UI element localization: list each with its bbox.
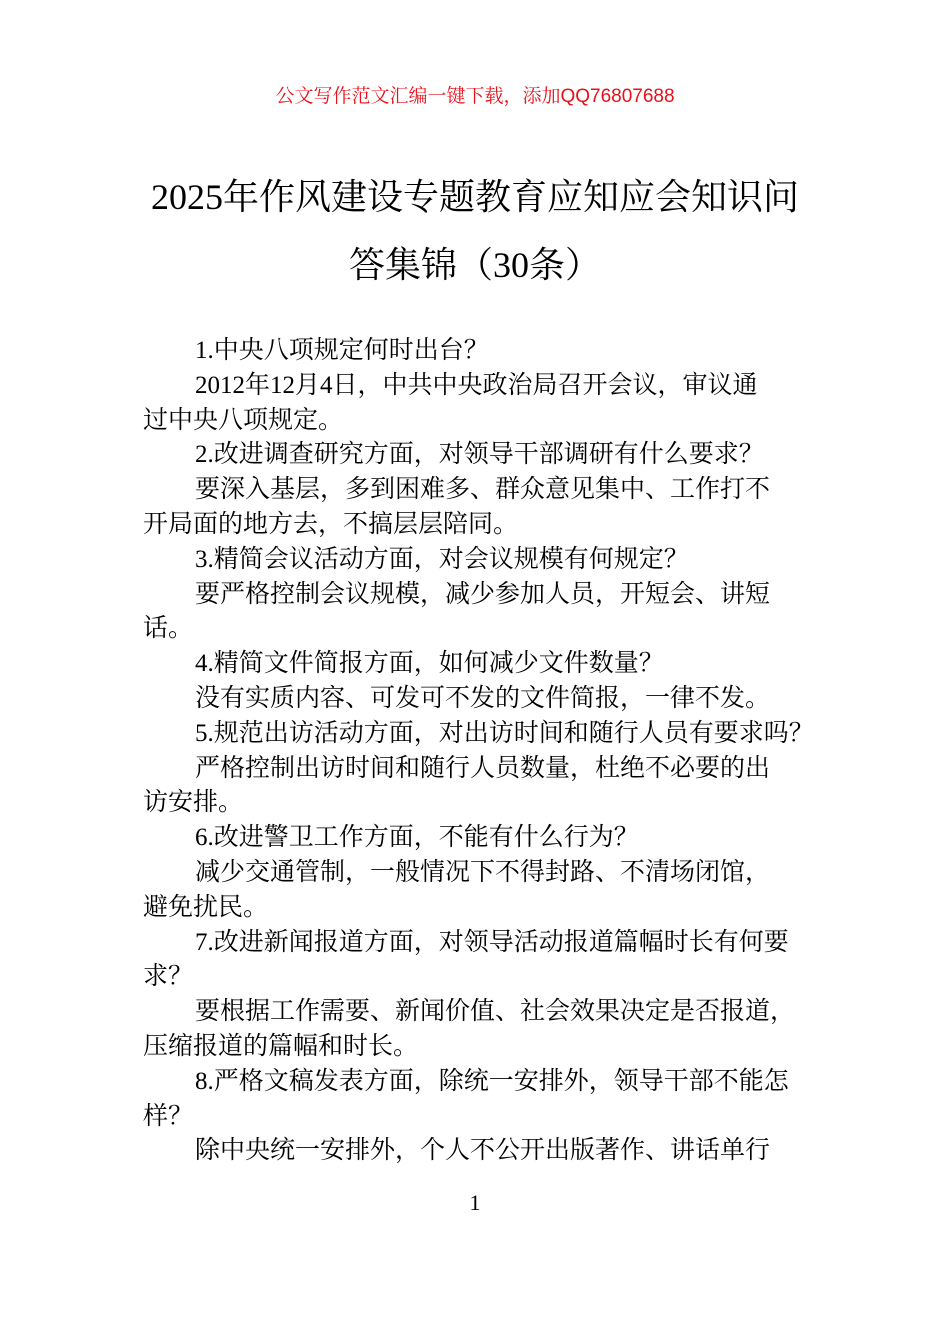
- paragraph: [143, 369, 833, 439]
- text-line: 样？: [143, 1102, 194, 1130]
- text-line: 没有实质内容、可发可不发的文件简报，一律不发。: [195, 684, 771, 712]
- text-line: 2012年12月4日，中共中央政治局召开会议，审议通: [195, 371, 758, 399]
- paragraph: [143, 995, 833, 1065]
- text-line: 7.改进新闻报道方面，对领导活动报道篇幅时长有何要: [195, 928, 789, 956]
- paragraph: [143, 438, 833, 473]
- text-line: 3.精简会议活动方面，对会议规模有何规定？: [195, 545, 689, 573]
- text-line: 1.中央八项规定何时出台？: [195, 337, 489, 364]
- text-line: 压缩报道的篇幅和时长。: [143, 1032, 419, 1060]
- paragraph: [143, 578, 833, 648]
- text-line: 8.严格文稿发表方面，除统一安排外，领导干部不能怎: [195, 1067, 789, 1095]
- text-line: 严格控制出访时间和随行人员数量，杜绝不必要的出: [195, 754, 771, 782]
- paragraph: [143, 647, 833, 682]
- paragraph: [143, 821, 833, 856]
- paragraph: [143, 334, 833, 369]
- text-line: 5.规范出访活动方面，对出访时间和随行人员有要求吗？: [195, 719, 814, 747]
- paragraph: [143, 717, 833, 752]
- paragraph: [143, 1134, 833, 1169]
- text-line: 话。: [143, 615, 194, 643]
- text-line: 访安排。: [143, 789, 244, 817]
- text-line: 减少交通管制，一般情况下不得封路、不清场闭馆，: [195, 858, 771, 886]
- text-line: 过中央八项规定。: [143, 406, 344, 434]
- text-line: 要深入基层，多到困难多、群众意见集中、工作打不: [195, 476, 771, 504]
- document-body: [143, 334, 833, 1169]
- text-line: 2.改进调查研究方面，对领导干部调研有什么要求？: [195, 441, 764, 469]
- text-line: 要根据工作需要、新闻价值、社会效果决定是否报道，: [195, 998, 796, 1026]
- paragraph: [143, 1065, 833, 1135]
- page-number: 1: [469, 1190, 481, 1215]
- paragraph: [143, 752, 833, 822]
- text-line: 4.精简文件简报方面，如何减少文件数量？: [195, 650, 664, 678]
- text-line: 6.改进警卫工作方面，不能有什么行为？: [195, 824, 639, 852]
- paragraph: [143, 473, 833, 543]
- text-line: 除中央统一安排外，个人不公开出版著作、讲话单行: [195, 1137, 771, 1165]
- paragraph: [143, 856, 833, 926]
- document-title-line-2: 答集锦（30条）: [348, 245, 601, 285]
- text-line: 要严格控制会议规模，减少参加人员，开短会、讲短: [195, 580, 771, 608]
- paragraph: [143, 682, 833, 717]
- download-banner: 公文写作范文汇编一键下载，添加QQ76807688: [275, 86, 675, 107]
- paragraph: [143, 543, 833, 578]
- text-line: 开局面的地方去，不搞层层陪同。: [143, 510, 519, 538]
- document-title-line-1: 2025年作风建设专题教育应知应会知识问: [150, 177, 799, 217]
- text-line: 求？: [143, 963, 194, 991]
- text-line: 避免扰民。: [143, 893, 269, 921]
- paragraph: [143, 926, 833, 996]
